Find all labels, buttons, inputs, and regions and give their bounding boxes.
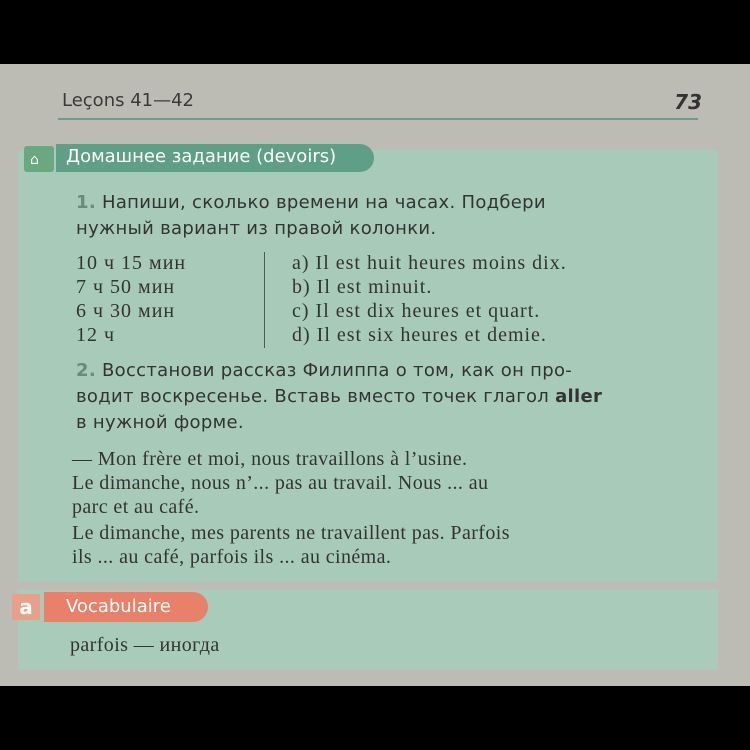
story-line: Le dimanche, nous n’... pas au travail. Nous ... au — [72, 472, 489, 494]
time-item: 7 ч 50 мин — [76, 276, 176, 298]
task1-line1 — [76, 192, 546, 213]
task1-text-line2: нужный вариант из правой колонки. — [76, 218, 437, 239]
time-item: 6 ч 30 мин — [76, 300, 176, 322]
time-item: 10 ч 15 мин — [76, 252, 187, 274]
task2-number: 2. — [76, 360, 96, 381]
homework-title: Домашнее задание (devoirs) — [66, 146, 337, 167]
task1-text-line1: Напиши, сколько времени на часах. Подбери — [102, 192, 546, 213]
time-item: 12 ч — [76, 324, 116, 346]
vocabulary-entry: parfois — иногда — [70, 634, 220, 656]
task2-text-line3: в нужной форме. — [76, 412, 244, 433]
task2-verb: aller — [555, 386, 603, 407]
column-divider — [264, 252, 265, 348]
answer-option: a) Il est huit heures moins dix. — [292, 252, 567, 274]
task2-text-line2: водит воскресенье. Вставь вместо точек глагол — [76, 386, 556, 407]
task2-line2 — [76, 386, 602, 407]
home-icon — [24, 146, 54, 172]
task1-number: 1. — [76, 192, 96, 213]
answer-option: c) Il est dix heures et quart. — [292, 300, 541, 322]
vocabulary-icon: a — [12, 594, 40, 620]
story-line: ils ... au café, parfois ils ... au cinéma. — [72, 546, 392, 568]
task2-line1 — [76, 360, 572, 381]
lesson-title: Leçons 41—42 — [62, 90, 195, 111]
home-glyph: ⌂ — [30, 152, 39, 168]
answer-option: b) Il est minuit. — [292, 276, 433, 298]
header-rule — [58, 118, 698, 120]
page-number: 73 — [674, 90, 702, 114]
task2-text-line1: Восстанови рассказ Филиппа о том, как он про- — [102, 360, 573, 381]
story-line: parc et au café. — [72, 496, 200, 518]
page-header — [62, 90, 702, 118]
vocabulary-title: Vocabulaire — [66, 596, 171, 617]
answer-option: d) Il est six heures et demie. — [292, 324, 547, 346]
story-line: — Mon frère et moi, nous travaillons à l’usine. — [72, 448, 468, 470]
story-line: Le dimanche, mes parents ne travaillent pas. Parfois — [72, 522, 510, 544]
